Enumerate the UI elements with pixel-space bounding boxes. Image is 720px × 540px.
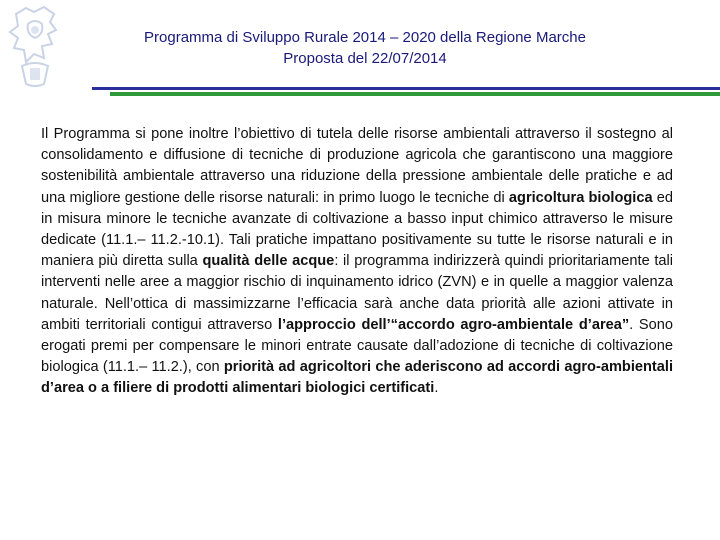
header-divider-green (110, 92, 720, 96)
body-emphasis-priorita-agricoltori: priorità ad agricoltori che aderiscono ad accordi agro-ambientali d’area o a filiere di prodotti alimentari biologici certificati (41, 359, 674, 397)
title-line-proposal-date: Proposta del 22/07/2014 (283, 50, 447, 67)
header-divider-blue (92, 87, 720, 90)
body-emphasis-agricoltura-biologica: agricoltura biologica (508, 189, 653, 206)
page-title (70, 27, 660, 69)
title-line-program: Programma di Sviluppo Rurale 2014 – 2020 della Regione Marche (144, 29, 586, 46)
body-emphasis-approccio-accordo: l’approccio dell’“accordo agro-ambientale d’area” (277, 316, 630, 333)
regione-marche-emblem-icon (4, 4, 66, 90)
body-paragraph (41, 124, 673, 400)
body-text-segment: : il programma indirizzerà quindi prioritariamente tali interventi nelle aree a maggior rischio di inquinamento idrico (ZVN) e in quelle a maggior valenza naturale. Nell’ottica di massimizzarne l’efficacia sarà anche data priorità alle azioni attivate in ambiti territoriali contigui attraverso (41, 253, 674, 333)
body-text-segment: Il Programma si pone inoltre l’obiettivo di tutela delle risorse ambientali attraverso il sostegno al consolidamento e diffusione di tecniche di produzione agricola che garantiscono una maggiore sostenibilità ambientale attraverso una riduzione della pressione ambientale delle pratiche e ad una migliore gestione delle risorse naturali: in primo luogo le tecniche di (41, 126, 673, 206)
body-text-segment: . (434, 380, 439, 397)
body-text-segment: ed in misura minore le tecniche avanzate di coltivazione a basso input chimico attraverso le misure dedicate (11.1.– 11.2.-10.1). Tali pratiche impattano positivamente su tutte le risorse naturali e in maniera più diretta sulla (41, 189, 673, 270)
body-text-segment: . Sono erogati premi per compensare le minori entrate causate dall’adozione di tecniche di coltivazione biologica (11.1.– 11.2.), con (41, 316, 673, 376)
body-emphasis-qualita-acque: qualità delle acque (202, 253, 335, 270)
